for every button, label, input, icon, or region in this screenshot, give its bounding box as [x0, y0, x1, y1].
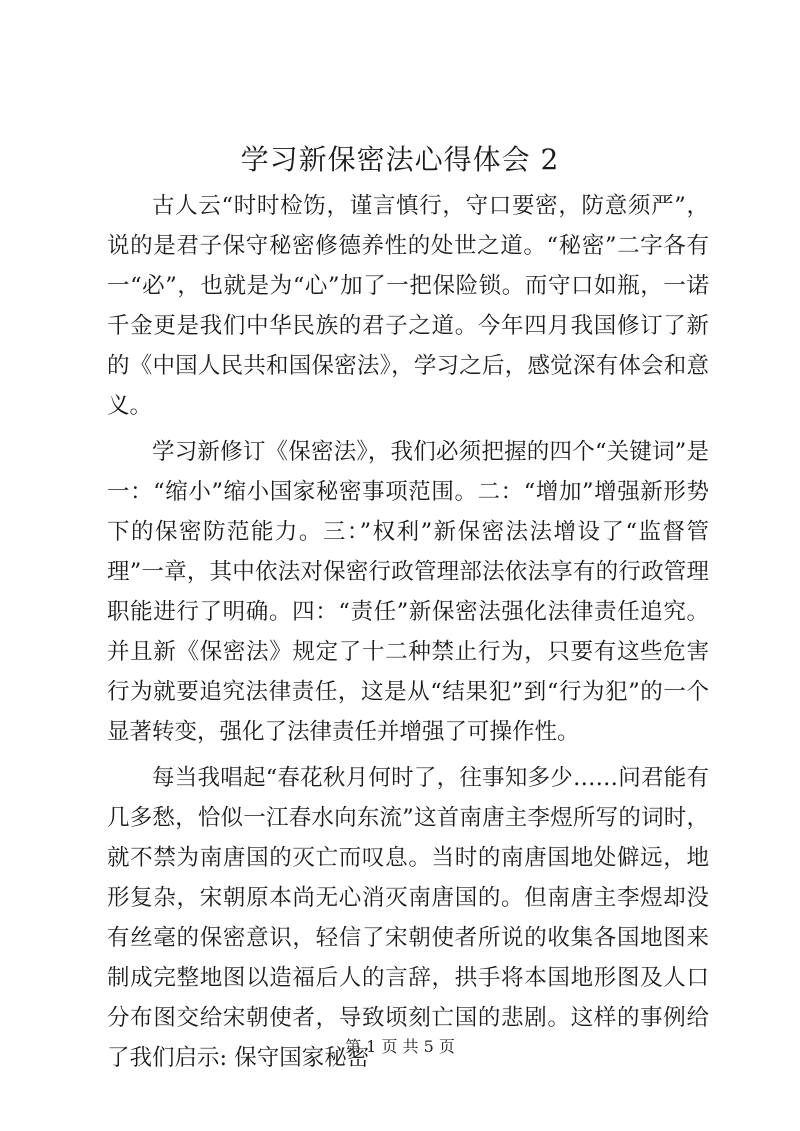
document-title: 学习新保密法心得体会 2	[240, 143, 560, 176]
document-body	[107, 186, 709, 1084]
page-footer: 第 1 页 共 5 页	[345, 1037, 455, 1056]
paragraph-3: 每当我唱起“春花秋月何时了，往事知多少……问君能有几多愁，恰似一江春水向东流”这首南唐主李煜所写的词时，就不禁为南唐国的灭亡而叹息。当时的南唐国地处僻远，地形复杂，宋朝原本尚无心消灭南唐国的。但南唐主李煜却没有丝毫的保密意识，轻信了宋朝使者所说的收集各国地图来制成完整地图以造福后人的言辞，拱手将本国地形图及人口分布图交给宋朝使者，导致顷刻亡国的悲剧。这样的事例给了我们启示: 保守国家秘密	[107, 765, 709, 1071]
paragraph-2: 学习新修订《保密法》，我们必须把握的四个“关键词”是一：“缩小”缩小国家秘密事项范围。二：“增加”增强新形势下的保密防范能力。三：”权利”新保密法法增设了“监督管理”一章，其中依法对保密行政管理部法依法享有的行政管理职能进行了明确。四：“责任”新保密法强化法律责任追究。并且新《保密法》规定了十二种禁止行为，只要有这些危害行为就要追究法律责任，这是从“结果犯”到“行为犯”的一个显著转变，强化了法律责任并增强了可操作性。	[107, 439, 709, 745]
paragraph-1: 古人云“时时检饬，谨言慎行，守口要密，防意须严”，说的是君子保守秘密修德养性的处世之道。“秘密”二字各有一“必”，也就是为“心”加了一把保险锁。而守口如瓶，一诺千金更是我们中华民族的君子之道。今年四月我国修订了新的《中国人民共和国保密法》，学习之后，感觉深有体会和意义。	[107, 193, 709, 419]
